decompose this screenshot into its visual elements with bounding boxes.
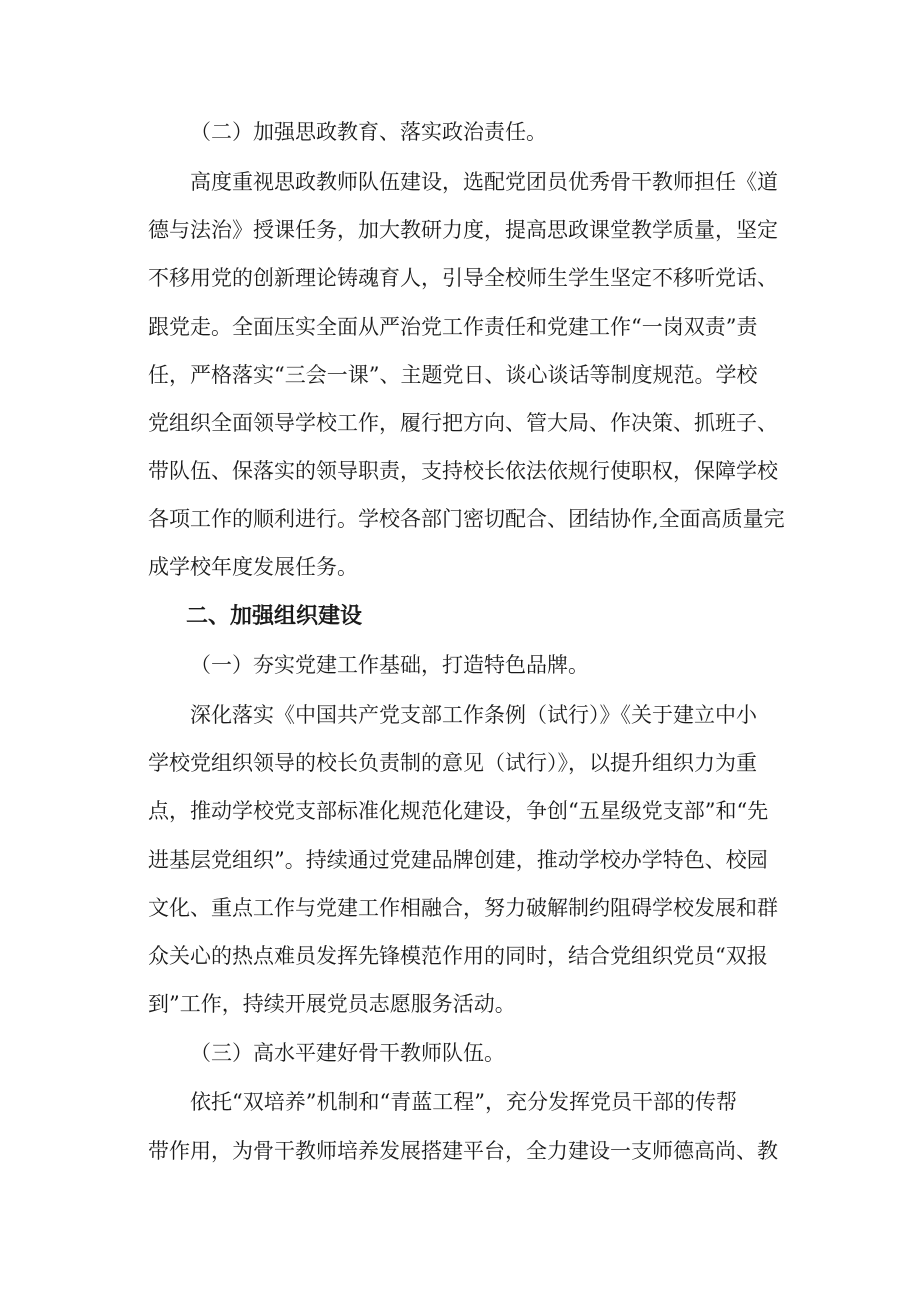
paragraph-line: 点，推动学校党支部标准化规范化建设，争创“五星级党支部”和“先 bbox=[148, 799, 769, 823]
paragraph-line: 文化、重点工作与党建工作相融合，努力破解制约阻碍学校发展和群 bbox=[148, 896, 778, 920]
paragraph-line: 不移用党的创新理论铸魂育人，引导全校师生学生坚定不移听党话、 bbox=[148, 266, 778, 290]
paragraph-line: 成学校年度发展任务。 bbox=[148, 555, 358, 579]
paragraph-line: 各项工作的顺利进行。学校各部门密切配合、团结协作,全面高质量完 bbox=[148, 507, 785, 531]
section-heading: 二、加强组织建设 bbox=[186, 604, 363, 629]
subheading-political-responsibility: （二）加强思政教育、落实政治责任。 bbox=[190, 120, 547, 144]
paragraph-line: 学校党组织领导的校长负责制的意见（试行）》，以提升组织力为重 bbox=[148, 751, 757, 775]
paragraph-line: 任，严格落实“三会一课”、主题党日、谈心谈话等制度规范。学校 bbox=[148, 363, 758, 387]
paragraph-line: 带队伍、保落实的领导职责，支持校长依法依规行使职权，保障学校 bbox=[148, 459, 778, 483]
paragraph-line: 带作用，为骨干教师培养发展搭建平台，全力建设一支师德高尚、教 bbox=[148, 1139, 778, 1163]
paragraph-line: 德与法治》授课任务，加大教研力度，提高思政课堂教学质量，坚定 bbox=[148, 218, 778, 242]
paragraph-line: 高度重视思政教师队伍建设，选配党团员优秀骨干教师担任《道 bbox=[190, 170, 778, 194]
paragraph-line: 跟党走。全面压实全面从严治党工作责任和党建工作“一岗双责”责 bbox=[148, 315, 758, 339]
paragraph-line: 依托“双培养”机制和“青蓝工程”，充分发挥党员干部的传帮 bbox=[190, 1090, 737, 1114]
paragraph-line: 到”工作，持续开展党员志愿服务活动。 bbox=[148, 992, 516, 1016]
subheading-party-foundation: （一）夯实党建工作基础，打造特色品牌。 bbox=[190, 653, 589, 677]
paragraph-line: 进基层党组织”。持续通过党建品牌创建，推动学校办学特色、校园 bbox=[148, 848, 768, 872]
paragraph-line: 深化落实《中国共产党支部工作条例（试行）》《关于建立中小 bbox=[190, 703, 757, 727]
paragraph-line: 众关心的热点难员发挥先锋模范作用的同时，结合党组织党员“双报 bbox=[148, 944, 768, 968]
subheading-backbone-teachers: （三）高水平建好骨干教师队伍。 bbox=[190, 1041, 505, 1065]
paragraph-line: 党组织全面领导学校工作，履行把方向、管大局、作决策、抓班子、 bbox=[148, 411, 778, 435]
